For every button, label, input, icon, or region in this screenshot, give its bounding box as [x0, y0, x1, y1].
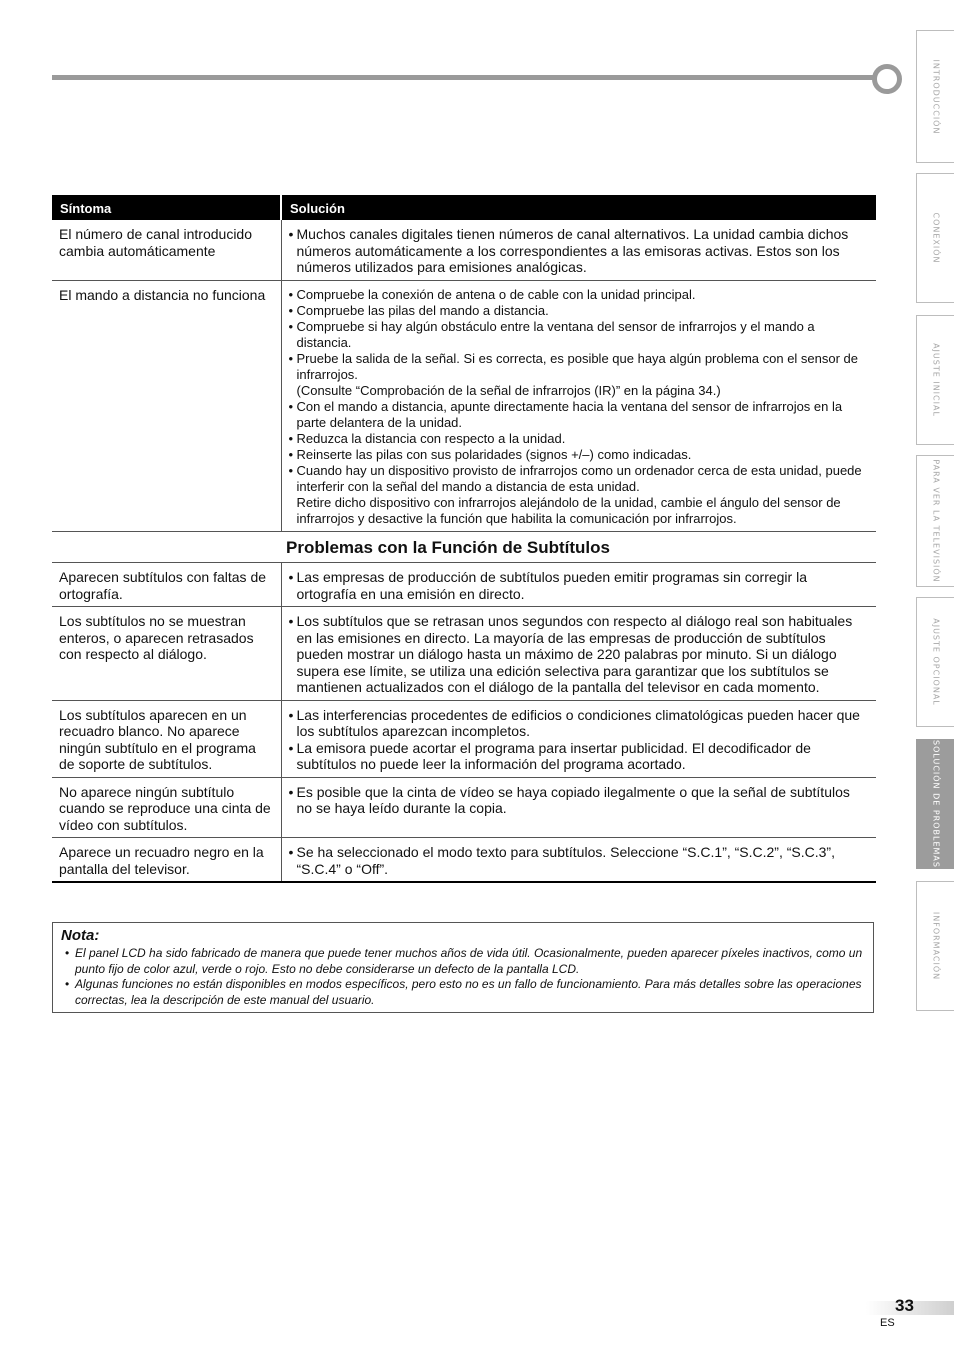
note-item: • El panel LCD ha sido fabricado de manera que puede tener muchos años de vida útil. Ocasionalmente, pueden aparecer píxeles inactivos, como un punto fijo de color azul, verde o rojo. Esto no debe considerarse un defecto de la pantalla LCD. [75, 946, 865, 977]
solution-text: Cuando hay un dispositivo provisto de infrarrojos como un ordenador cerca de esta unidad, puede interferir con la señal del mando a distancia de esta unidad. [296, 462, 862, 494]
table-row [52, 838, 876, 883]
solution-cell [281, 700, 876, 777]
page-language: ES [880, 1317, 895, 1329]
solution-item [289, 463, 870, 527]
solution-cell [281, 777, 876, 838]
side-tab-informacion[interactable]: INFORMACIÓN [916, 881, 954, 1011]
solution-reference: (Consulte “Comprobación de la señal de infrarrojos (IR)” en la página 34.) [296, 382, 721, 398]
solution-extra: Retire dicho dispositivo con infrarrojos alejándolo de la unidad, cambie el ángulo del sensor de infrarrojos y desactive la función que habilita la comunicación por infrarrojos. [296, 494, 841, 526]
side-tab-ajuste-inicial[interactable]: AJUSTE INICIAL [916, 315, 954, 445]
solution-cell [281, 563, 876, 607]
solution-cell [281, 838, 876, 883]
solution-text: Pruebe la salida de la señal. Si es correcta, es posible que haya algún problema con el sensor de infrarrojos. [296, 350, 859, 382]
table-row [52, 700, 876, 777]
table-row [52, 777, 876, 838]
table-row [52, 280, 876, 531]
solution-item: • Los subtítulos que se retrasan unos segundos con respecto al diálogo real son habituales en las emisiones en directo. La mayoría de las empresas de producción de subtítulos pueden mostrar un diálogo hasta un máximo de 220 palabras por minuto. Si un diálogo supera ese límite, se utiliza una edición selectiva para garantizar que los subtítulos se mantienen actualizados con el diálogo de la pantalla del televisor en cada momento. [289, 613, 870, 696]
solution-item: • La emisora puede acortar el programa para insertar publicidad. El decodificador de subtítulos no puede leer la información del programa acortado. [289, 740, 870, 773]
header-rule [52, 75, 882, 80]
symptom-cell: El mando a distancia no funciona [52, 280, 281, 531]
section-title: Problemas con la Función de Subtítulos [52, 531, 876, 563]
solution-item: • Compruebe la conexión de antena o de cable con la unidad principal. [289, 287, 870, 303]
solution-item: • Las interferencias procedentes de edificios o condiciones climatológicas pueden hacer que los subtítulos aparezcan incompletos. [289, 707, 870, 740]
symptom-cell: Aparecen subtítulos con faltas de ortografía. [52, 563, 281, 607]
page-number: 33 [895, 1296, 914, 1315]
note-list [61, 946, 865, 1008]
header-symptom: Síntoma [52, 195, 281, 220]
solution-item [289, 351, 870, 399]
solution-cell [281, 280, 876, 531]
solution-item: • Es posible que la cinta de vídeo se haya copiado ilegalmente o que la señal de subtítulos no se haya leído durante la copia. [289, 784, 870, 817]
note-box [52, 922, 874, 1013]
solution-item: • Compruebe las pilas del mando a distancia. [289, 303, 870, 319]
section-row [52, 531, 876, 563]
side-tab-solucion-de-problemas[interactable]: SOLUCIÓN DE PROBLEMAS [916, 739, 954, 869]
symptom-cell: No aparece ningún subtítulo cuando se reproduce una cinta de vídeo con subtítulos. [52, 777, 281, 838]
side-tab-conexion[interactable]: CONEXIÓN [916, 173, 954, 303]
symptom-cell: El número de canal introducido cambia automáticamente [52, 220, 281, 280]
solution-item: • Reduzca la distancia con respecto a la unidad. [289, 431, 870, 447]
note-item: • Algunas funciones no están disponibles en modos específicos, pero esto no es un fallo de funcionamiento. Para más detalles sobre las operaciones correctas, lea la descripción de este manual del usuario. [75, 977, 865, 1008]
solution-cell [281, 607, 876, 701]
solution-item: • Se ha seleccionado el modo texto para subtítulos. Seleccione “S.C.1”, “S.C.2”, “S.C.3”, “S.C.4” o “Off”. [289, 844, 870, 877]
symptom-cell: Aparece un recuadro negro en la pantalla del televisor. [52, 838, 281, 883]
note-title: Nota: [61, 927, 100, 944]
solution-item: • Muchos canales digitales tienen números de canal alternativos. La unidad cambia dichos números automáticamente a los correspondientes a las emisoras activas. Estos son los números utilizados para emisiones analógicas. [289, 226, 870, 276]
solution-cell [281, 220, 876, 280]
solution-item: • Las empresas de producción de subtítulos pueden emitir programas sin corregir la ortografía en una emisión en directo. [289, 569, 870, 602]
side-tab-introduccion[interactable]: INTRODUCCIÓN [916, 30, 954, 163]
solution-item: • Reinserte las pilas con sus polaridades (signos +/–) como indicadas. [289, 447, 870, 463]
table-row [52, 563, 876, 607]
side-tab-ajuste-opcional[interactable]: AJUSTE OPCIONAL [916, 597, 954, 727]
solution-item: • Compruebe si hay algún obstáculo entre la ventana del sensor de infrarrojos y el mando a distancia. [289, 319, 870, 351]
troubleshooting-table [52, 195, 876, 883]
header-solution: Solución [281, 195, 876, 220]
symptom-cell: Los subtítulos no se muestran enteros, o aparecen retrasados con respecto al diálogo. [52, 607, 281, 701]
header-circle-icon [872, 64, 902, 94]
side-tab-para-ver-la-television[interactable]: PARA VER LA TELEVISIÓN [916, 455, 954, 587]
solution-item: • Con el mando a distancia, apunte directamente hacia la ventana del sensor de infrarrojos en la parte delantera de la unidad. [289, 399, 870, 431]
table-row [52, 607, 876, 701]
table-row [52, 220, 876, 280]
symptom-cell: Los subtítulos aparecen en un recuadro blanco. No aparece ningún subtítulo en el programa de soporte de subtítulos. [52, 700, 281, 777]
